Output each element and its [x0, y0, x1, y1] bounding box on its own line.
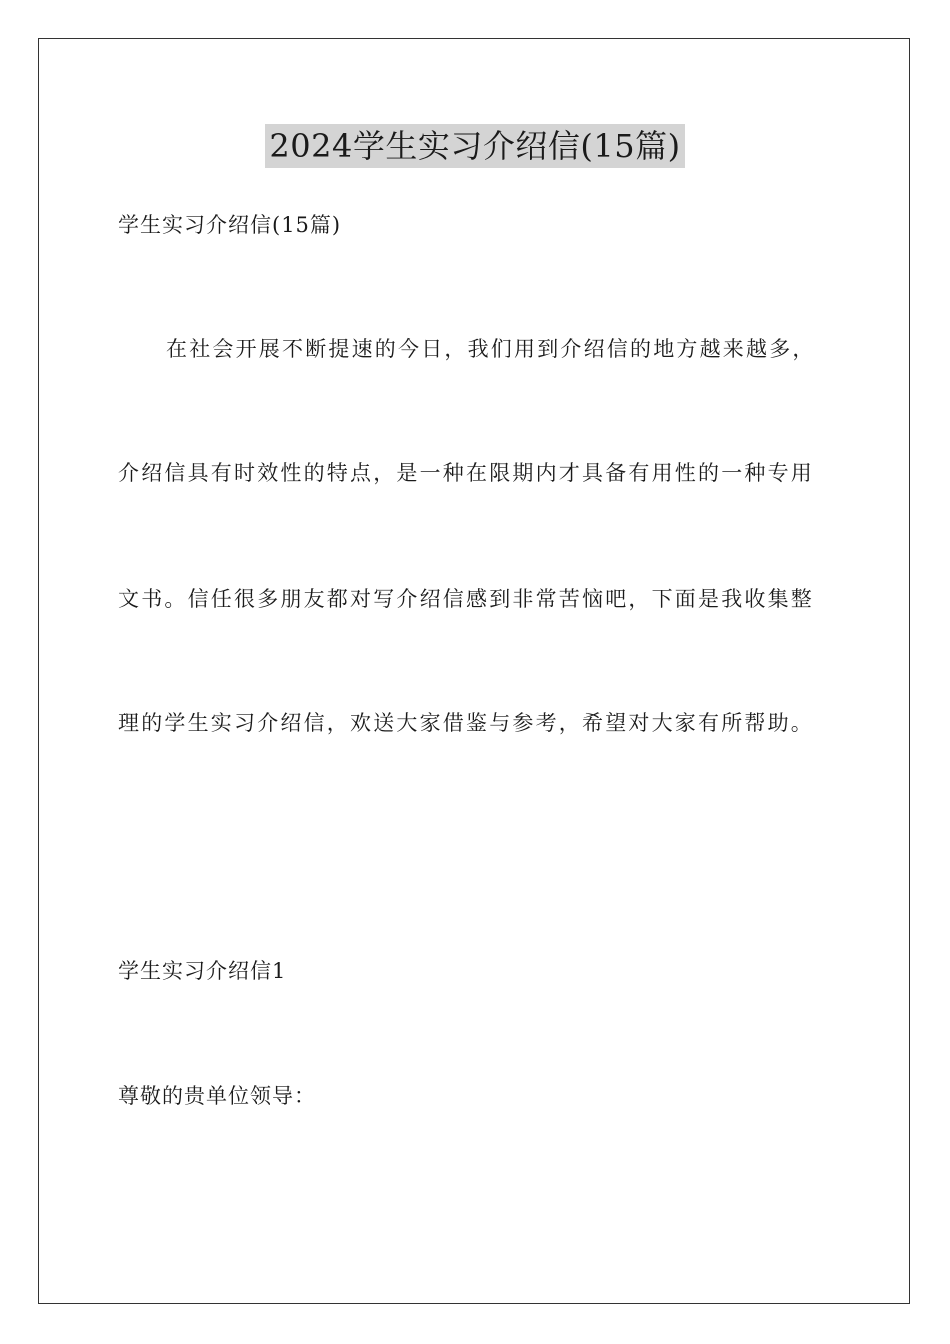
document-subtitle: 学生实习介绍信(15篇) — [118, 213, 342, 237]
intro-line-4: 理的学生实习介绍信，欢送大家借鉴与参考，希望对大家有所帮助。 — [118, 711, 814, 735]
letter-salutation: 尊敬的贵单位领导： — [118, 1084, 316, 1108]
intro-line-1: 在社会开展不断提速的今日，我们用到介绍信的地方越来越多， — [166, 337, 816, 361]
title-container — [0, 124, 950, 168]
intro-line-2: 介绍信具有时效性的特点，是一种在限期内才具备有用性的一种专用 — [118, 461, 814, 485]
document-title: 2024学生实习介绍信(15篇) — [265, 124, 684, 168]
section-heading: 学生实习介绍信1 — [118, 959, 287, 983]
intro-line-3: 文书。信任很多朋友都对写介绍信感到非常苦恼吧，下面是我收集整 — [118, 587, 814, 611]
